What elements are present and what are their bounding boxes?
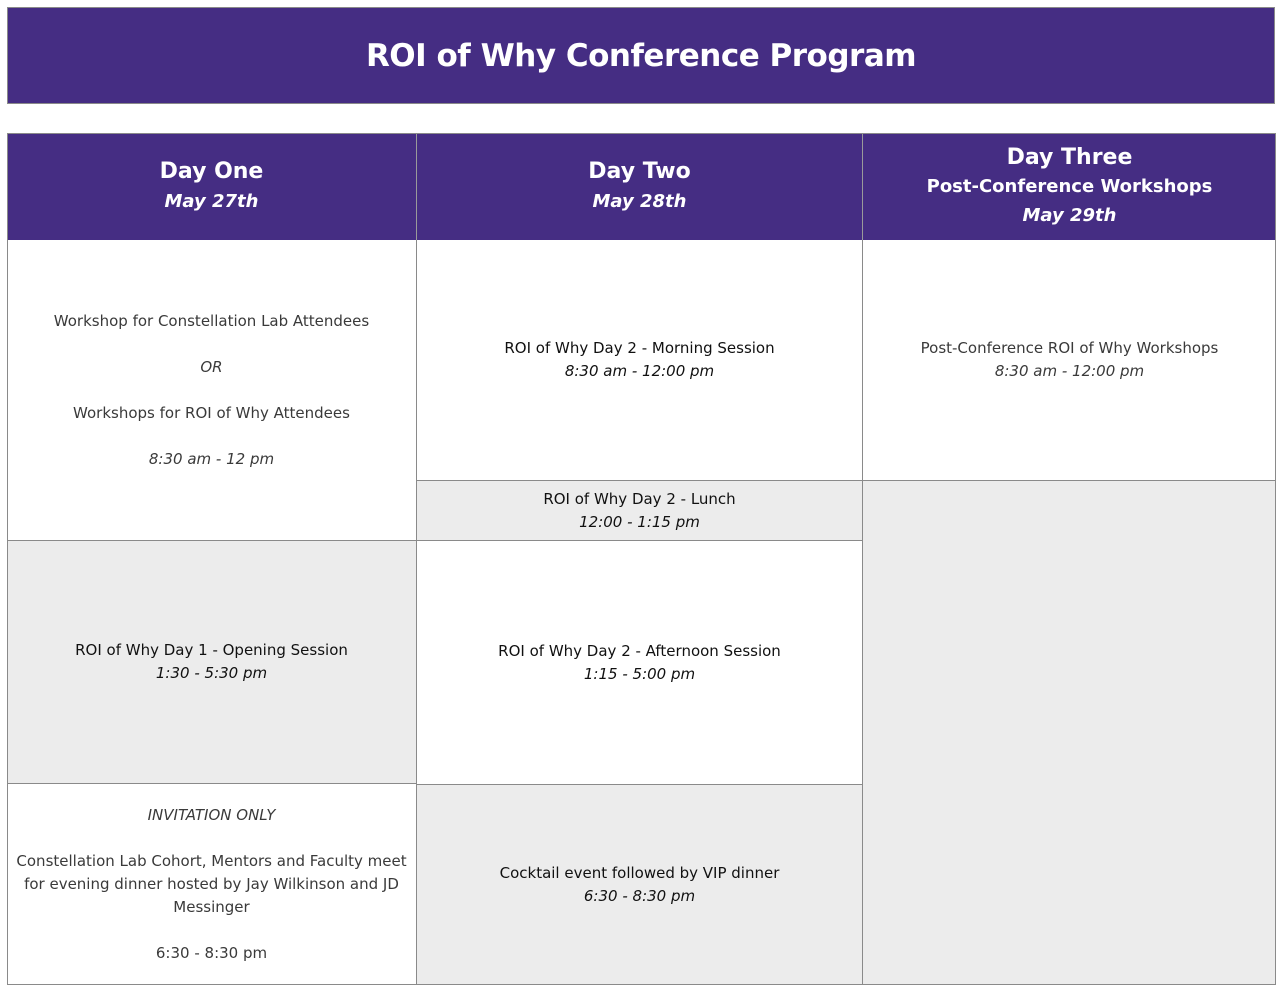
page-title-bar xyxy=(7,7,1275,104)
day-one-morning-time: 8:30 am - 12 pm xyxy=(148,449,275,468)
header-day-three-label: Day Three xyxy=(1006,144,1133,170)
header-day-three xyxy=(863,133,1276,240)
day-two-afternoon-title: ROI of Why Day 2 - Afternoon Session xyxy=(498,641,781,660)
day-two-lunch-title: ROI of Why Day 2 - Lunch xyxy=(543,489,736,508)
day-two-evening-title: Cocktail event followed by VIP dinner xyxy=(499,863,780,882)
day-two-morning-time: 8:30 am - 12:00 pm xyxy=(564,362,715,380)
day-one-evening-cell xyxy=(7,784,417,985)
page-title: ROI of Why Conference Program xyxy=(365,37,917,74)
day-one-evening-time: 6:30 - 8:30 pm xyxy=(155,943,268,962)
header-day-three-date: May 29th xyxy=(1022,204,1117,226)
day-two-morning-cell xyxy=(417,240,863,481)
header-day-one xyxy=(7,133,417,240)
day-three-empty-cell xyxy=(863,481,1276,985)
day-one-morning-or: OR xyxy=(200,357,223,376)
header-day-two-label: Day Two xyxy=(588,158,691,184)
day-one-afternoon-cell xyxy=(7,541,417,784)
header-day-one-label: Day One xyxy=(159,158,264,184)
day-one-afternoon-title: ROI of Why Day 1 - Opening Session xyxy=(75,641,348,659)
header-day-two-date: May 28th xyxy=(592,190,687,212)
day-two-lunch-time: 12:00 - 1:15 pm xyxy=(579,512,700,531)
header-day-three-subtitle: Post-Conference Workshops xyxy=(926,175,1213,197)
day-two-evening-time: 6:30 - 8:30 pm xyxy=(583,886,696,905)
day-two-afternoon-time: 1:15 - 5:00 pm xyxy=(583,664,696,683)
day-one-evening-description: Constellation Lab Cohort, Mentors and Faculty meet for evening dinner hosted by Jay Wilkinson and JD Messinger xyxy=(16,851,407,916)
day-one-morning-cell xyxy=(7,240,417,541)
day-two-lunch-cell xyxy=(417,481,863,541)
header-day-one-date: May 27th xyxy=(164,190,259,212)
day-one-morning-line1: Workshop for Constellation Lab Attendees xyxy=(53,311,370,330)
day-two-afternoon-cell xyxy=(417,541,863,785)
day-two-morning-title: ROI of Why Day 2 - Morning Session xyxy=(504,339,775,357)
header-day-two xyxy=(417,133,863,240)
day-three-morning-cell xyxy=(863,240,1276,481)
day-one-afternoon-time: 1:30 - 5:30 pm xyxy=(155,664,268,682)
day-two-evening-cell xyxy=(417,785,863,985)
day-one-morning-line2: Workshops for ROI of Why Attendees xyxy=(73,403,350,422)
day-three-morning-title: Post-Conference ROI of Why Workshops xyxy=(920,339,1219,357)
day-one-evening-label: INVITATION ONLY xyxy=(147,805,276,824)
day-three-morning-time: 8:30 am - 12:00 pm xyxy=(994,362,1145,380)
